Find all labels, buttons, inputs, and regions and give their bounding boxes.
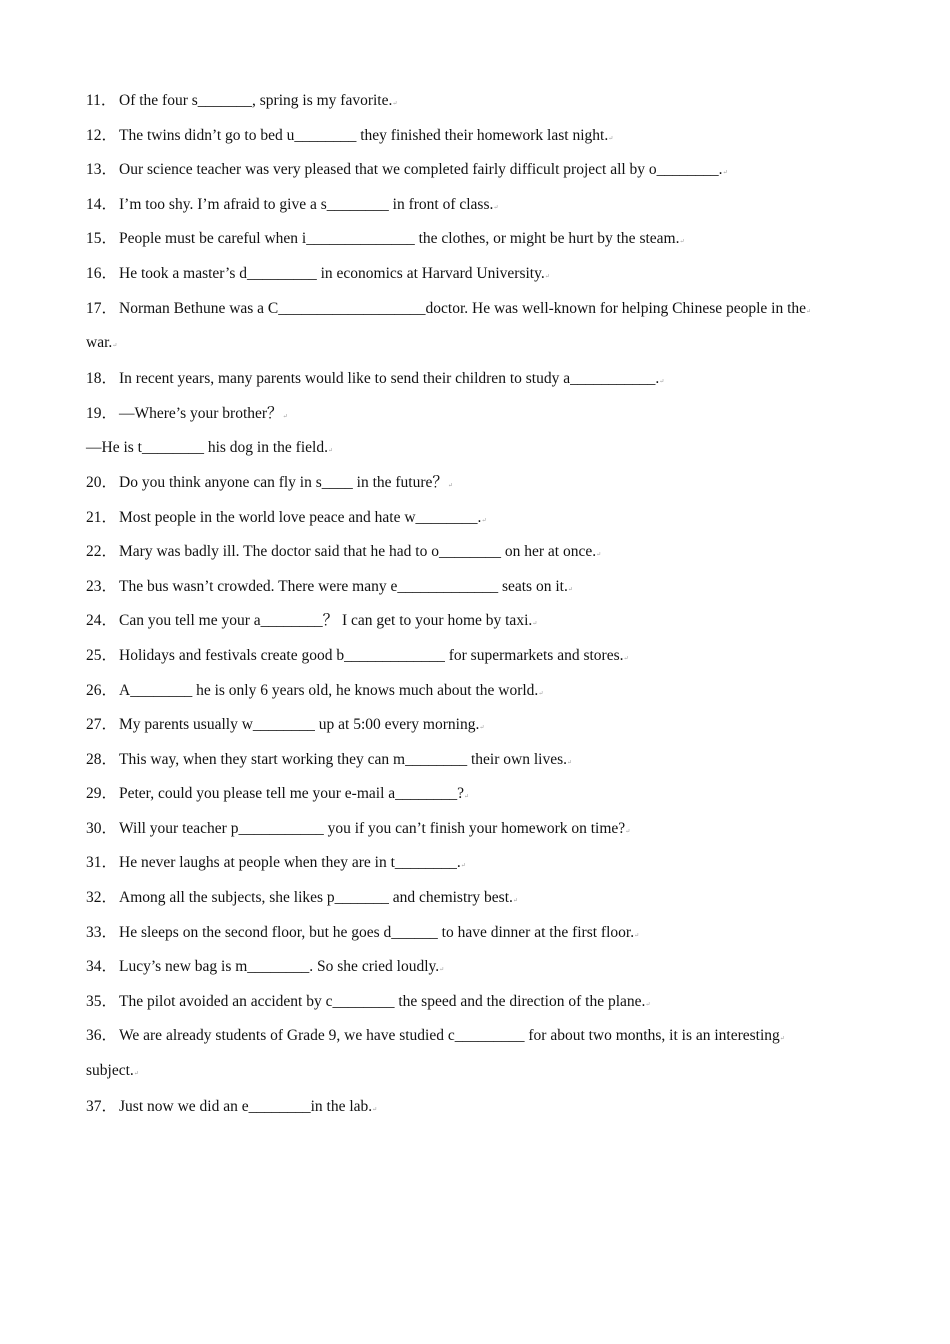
- paragraph-mark-icon: ↵: [679, 239, 685, 246]
- question-text: Will your teacher p___________ you if you can’t finish your homework on time?: [119, 819, 626, 837]
- question-number: 26．: [86, 681, 118, 699]
- question-line: [86, 366, 876, 401]
- question-number: 33．: [86, 923, 118, 941]
- paragraph-mark-icon: ↵: [327, 448, 333, 455]
- paragraph-mark-icon: ↵: [460, 863, 466, 870]
- question-line: [86, 505, 876, 540]
- question-text: The pilot avoided an accident by c________ the speed and the direction of the plane.: [119, 992, 646, 1010]
- question-number: 29．: [86, 785, 118, 803]
- paragraph-mark-icon: ↵: [532, 621, 538, 628]
- paragraph-mark-icon: ↵: [645, 1001, 651, 1008]
- question-text: Of the four s_______, spring is my favorite.: [119, 92, 393, 109]
- paragraph-mark-icon: ↵: [806, 308, 812, 315]
- question-line: [86, 539, 876, 574]
- question-line: [86, 954, 876, 989]
- paragraph-mark-icon: ↵: [372, 1107, 378, 1114]
- paragraph-mark-icon: ↵: [439, 967, 445, 974]
- question-text: My parents usually w________ up at 5:00 every morning.: [119, 716, 480, 734]
- paragraph-mark-icon: ↵: [464, 794, 470, 801]
- question-text: subject.: [86, 1062, 134, 1080]
- question-text: Most people in the world love peace and hate w________.: [119, 508, 482, 526]
- question-text: The bus wasn’t crowded. There were many e_____________ seats on it.: [119, 577, 568, 595]
- question-number: 22．: [86, 543, 118, 561]
- question-text: Among all the subjects, she likes p_______ and chemistry best.: [119, 889, 513, 907]
- question-line: [86, 157, 876, 192]
- question-line: [86, 747, 876, 782]
- paragraph-mark-icon: ↵: [625, 828, 631, 835]
- paragraph-mark-icon: ↵: [493, 204, 499, 211]
- question-text: He took a master’s d_________ in economics at Harvard University.: [119, 264, 545, 282]
- question-number: 25．: [86, 646, 118, 664]
- question-text: Lucy’s new bag is m________. So she cried loudly.: [119, 958, 440, 976]
- question-line: [86, 470, 876, 505]
- question-line: [86, 296, 876, 331]
- paragraph-mark-icon: ↵: [544, 273, 550, 280]
- question-number: 12．: [86, 126, 118, 144]
- paragraph-mark-icon: ↵: [623, 655, 629, 662]
- question-text: We are already students of Grade 9, we have studied c_________ for about two months, it is an interesting: [119, 1027, 780, 1045]
- question-number: 14．: [86, 195, 118, 213]
- question-line: [86, 261, 876, 296]
- question-line: [86, 574, 876, 609]
- question-text: He sleeps on the second floor, but he goes d______ to have dinner at the first floor.: [119, 923, 635, 941]
- question-number: 17．: [86, 299, 118, 317]
- question-text: I’m too shy. I’m afraid to give a s________ in front of class.: [119, 195, 494, 213]
- question-line: [86, 678, 876, 713]
- paragraph-mark-icon: ↵: [447, 482, 453, 489]
- question-line: [86, 885, 876, 920]
- question-text: —Where’s your brother？: [119, 404, 283, 422]
- question-line: [86, 850, 876, 885]
- question-line: [86, 226, 876, 261]
- question-text: Our science teacher was very pleased that we completed fairly difficult project all by o________.: [119, 161, 723, 179]
- paragraph-mark-icon: ↵: [608, 135, 614, 142]
- question-line: [86, 123, 876, 158]
- question-number: 19．: [86, 404, 118, 422]
- paragraph-mark-icon: ↵: [481, 517, 487, 524]
- question-line: [86, 712, 876, 747]
- question-number: 35．: [86, 992, 118, 1010]
- question-number: 27．: [86, 716, 118, 734]
- question-continuation-line: [86, 1058, 876, 1094]
- paragraph-mark-icon: ↵: [567, 586, 573, 593]
- paragraph-mark-icon: ↵: [596, 552, 602, 559]
- question-number: 23．: [86, 577, 118, 595]
- question-line: [86, 989, 876, 1024]
- question-continuation-line: [86, 330, 876, 366]
- question-number: 34．: [86, 958, 118, 976]
- paragraph-mark-icon: ↵: [479, 725, 485, 732]
- paragraph-mark-icon: ↵: [112, 343, 118, 350]
- question-number: 11．: [86, 92, 117, 109]
- question-text: Norman Bethune was a C___________________doctor. He was well-known for helping Chinese people in the: [119, 299, 807, 317]
- paragraph-mark-icon: ↵: [282, 413, 288, 420]
- question-text: Peter, could you please tell me your e-mail a________?: [119, 785, 465, 803]
- question-line: [86, 192, 876, 227]
- question-number: 30．: [86, 819, 118, 837]
- question-text: Holidays and festivals create good b_____________ for supermarkets and stores.: [119, 646, 624, 664]
- question-line: [86, 401, 876, 436]
- question-number: 21．: [86, 508, 118, 526]
- paragraph-mark-icon: ↵: [538, 690, 544, 697]
- question-line: [86, 643, 876, 678]
- question-text: Do you think anyone can fly in s____ in the future？: [119, 473, 448, 491]
- paragraph-mark-icon: ↵: [634, 932, 640, 939]
- question-text: The twins didn’t go to bed u________ they finished their homework last night.: [119, 126, 609, 144]
- question-line: [86, 1094, 876, 1129]
- question-text: He never laughs at people when they are in t________.: [119, 854, 461, 872]
- question-text: Can you tell me your a________？ I can get to your home by taxi.: [119, 612, 533, 630]
- question-number: 18．: [86, 370, 118, 388]
- question-number: 16．: [86, 264, 118, 282]
- paragraph-mark-icon: ↵: [779, 1036, 785, 1043]
- question-text: —He is t________ his dog in the field.: [86, 439, 328, 457]
- question-number: 31．: [86, 854, 118, 872]
- question-number: 36．: [86, 1027, 118, 1045]
- question-line: [86, 816, 876, 851]
- question-text: Mary was badly ill. The doctor said that he had to o________ on her at once.: [119, 543, 597, 561]
- question-text: This way, when they start working they can m________ their own lives.: [119, 750, 567, 768]
- question-continuation-line: [86, 435, 876, 470]
- question-line: [86, 88, 876, 123]
- paragraph-mark-icon: ↵: [722, 170, 728, 177]
- question-line: [86, 1023, 876, 1058]
- question-line: [86, 608, 876, 643]
- question-line: [86, 920, 876, 955]
- question-number: 13．: [86, 161, 118, 179]
- question-number: 24．: [86, 612, 118, 630]
- question-text: Just now we did an e________in the lab.: [119, 1098, 373, 1116]
- question-number: 28．: [86, 750, 118, 768]
- question-number: 32．: [86, 889, 118, 907]
- question-text: In recent years, many parents would like to send their children to study a___________.: [119, 370, 660, 388]
- paragraph-mark-icon: ↵: [566, 759, 573, 766]
- paragraph-mark-icon: ↵: [659, 379, 665, 386]
- question-text: People must be careful when i______________ the clothes, or might be hurt by the steam.: [119, 230, 680, 248]
- question-text: A________ he is only 6 years old, he knows much about the world.: [119, 681, 539, 699]
- paragraph-mark-icon: ↵: [133, 1071, 139, 1078]
- question-list: [86, 88, 876, 1129]
- question-number: 37．: [86, 1098, 118, 1116]
- question-number: 15．: [86, 230, 118, 248]
- question-number: 20．: [86, 473, 118, 491]
- question-text: war.: [86, 334, 113, 352]
- paragraph-mark-icon: ↵: [512, 898, 518, 905]
- paragraph-mark-icon: ↵: [392, 101, 398, 107]
- question-line: [86, 781, 876, 816]
